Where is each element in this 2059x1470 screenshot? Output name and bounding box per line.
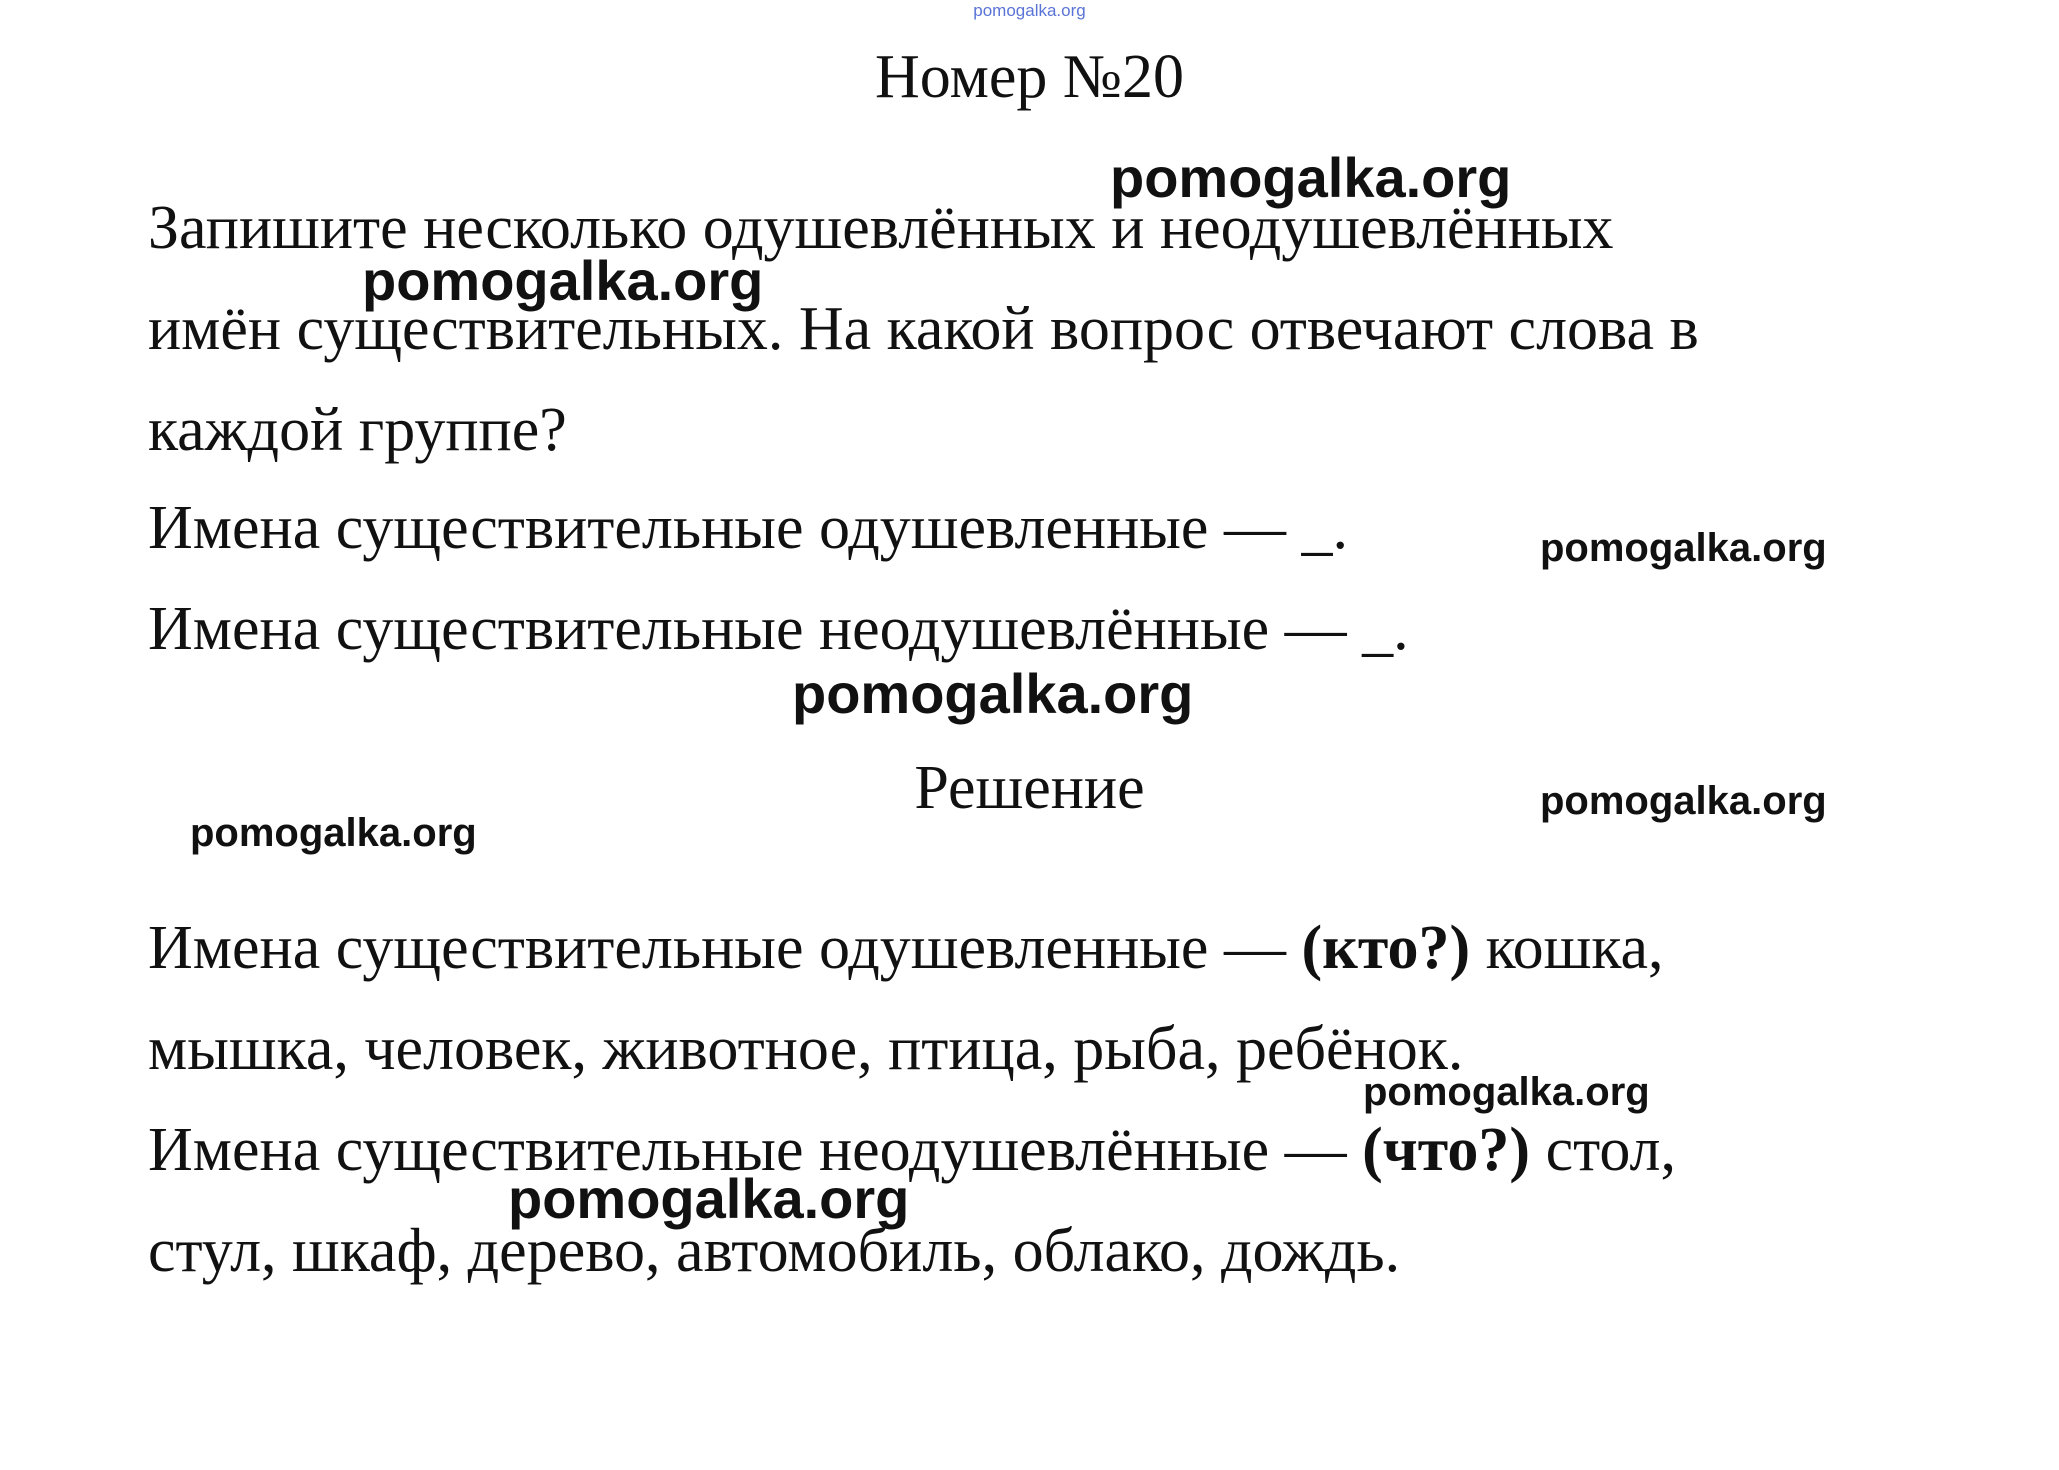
- answer-inanimate-question: (что?): [1362, 1116, 1531, 1184]
- watermark: pomogalka.org: [362, 249, 764, 312]
- answer-animate-question: (кто?): [1301, 914, 1471, 982]
- answer-animate-line-1: [148, 898, 1676, 999]
- task-line: имён существительных. На какой вопрос отвечают слова в: [148, 295, 1699, 363]
- watermark: pomogalka.org: [792, 662, 1194, 725]
- answer-inanimate-line-2: стул, шкаф, дерево, автомобиль, облако, дождь.: [148, 1217, 1401, 1285]
- template-animate-line: Имена существительные одушевленные — _.: [148, 494, 1348, 562]
- task-text: [148, 178, 1699, 481]
- answer-animate-line-2: мышка, человек, животное, птица, рыба, ребёнок.: [148, 1015, 1464, 1083]
- watermark: pomogalka.org: [190, 811, 477, 855]
- watermark: pomogalka.org: [1540, 779, 1827, 823]
- site-link[interactable]: pomogalka.org: [973, 1, 1086, 20]
- task-line: каждой группе?: [148, 396, 567, 464]
- answer-inanimate-words-1: стол,: [1530, 1116, 1676, 1184]
- watermark: pomogalka.org: [1540, 526, 1827, 570]
- page-title: Номер №20: [874, 43, 1184, 111]
- answer-animate-words-1: кошка,: [1470, 914, 1664, 982]
- watermark: pomogalka.org: [1363, 1070, 1650, 1114]
- solution-heading: Решение: [914, 754, 1145, 822]
- answer-animate-prefix: Имена существительные одушевленные —: [148, 914, 1302, 982]
- template-inanimate-line: Имена существительные неодушевлённые — _.: [148, 595, 1409, 663]
- watermark: pomogalka.org: [1110, 146, 1512, 209]
- task-line: Запишите несколько одушевлённых и неодушевлённых: [148, 194, 1614, 262]
- answer-inanimate-prefix: Имена существительные неодушевлённые —: [148, 1116, 1363, 1184]
- answer-inanimate-line-1: [148, 1100, 1676, 1201]
- watermark: pomogalka.org: [508, 1167, 910, 1230]
